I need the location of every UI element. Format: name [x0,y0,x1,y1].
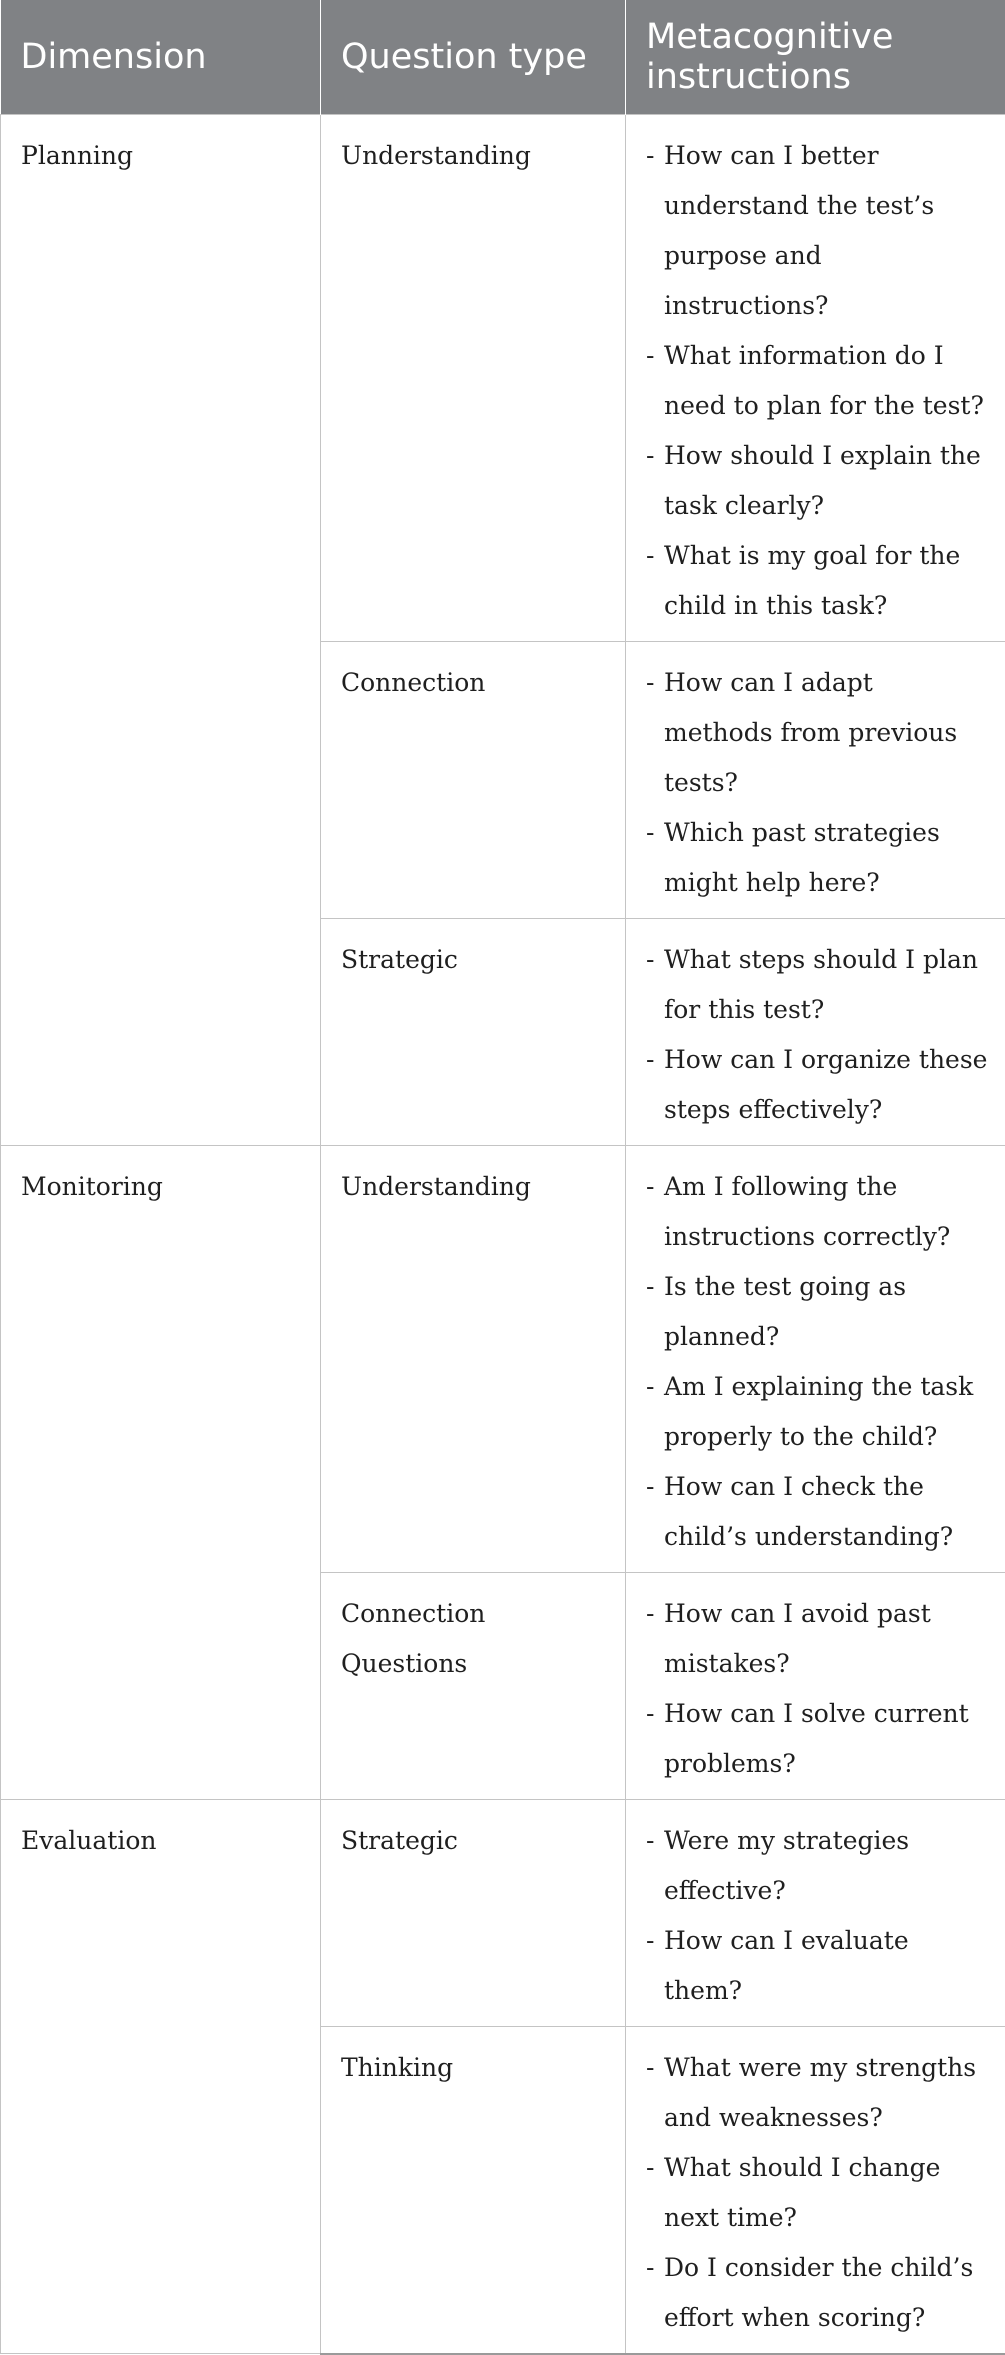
question-type-cell: Understanding [321,1145,626,1572]
header-instructions [626,0,1005,114]
instructions-cell [626,2026,1005,2354]
instruction-item: - How can I solve current problems? [646,1689,989,1789]
instruction-item: - What should I change next time? [646,2143,989,2243]
instructions-cell [626,918,1005,1145]
question-type-cell: Connection [321,641,626,918]
header-question-type: Question type [321,0,626,114]
table-row [1,1145,1005,1572]
instruction-item: - How should I explain the task clearly? [646,431,989,531]
instruction-item: - Do I consider the child’s effort when scoring? [646,2243,989,2343]
instruction-item: - How can I adapt methods from previous tests? [646,658,989,808]
instructions-cell [626,641,1005,918]
dimension-cell-planning: Planning [1,114,321,1145]
question-type-cell: Thinking [321,2026,626,2354]
instruction-item: - What were my strengths and weaknesses? [646,2043,989,2143]
instruction-item: - How can I check the child’s understanding? [646,1462,989,1562]
dimension-cell-evaluation: Evaluation [1,1799,321,2354]
instruction-item: - Is the test going as planned? [646,1262,989,1362]
header-row [1,0,1005,114]
table-row [1,114,1005,641]
question-type-cell: Understanding [321,114,626,641]
header-instructions-line2: instructions [646,57,851,97]
instruction-item: - How can I better understand the test’s purpose and instructions? [646,131,989,331]
instruction-item: - Am I following the instructions correctly? [646,1162,989,1262]
instruction-item: - How can I organize these steps effectively? [646,1035,989,1135]
table-row [1,1799,1005,2026]
instruction-item: - What information do I need to plan for the test? [646,331,989,431]
instruction-item: - What steps should I plan for this test? [646,935,989,1035]
instruction-item: - Am I explaining the task properly to the child? [646,1362,989,1462]
question-type-cell: Strategic [321,918,626,1145]
instruction-item: - Which past strategies might help here? [646,808,989,908]
instructions-cell [626,1572,1005,1799]
dimension-cell-monitoring: Monitoring [1,1145,321,1799]
instructions-cell [626,114,1005,641]
instruction-item: - Were my strategies effective? [646,1816,989,1916]
instruction-item: - How can I avoid past mistakes? [646,1589,989,1689]
question-type-cell: Connection Questions [321,1572,626,1799]
question-type-cell: Strategic [321,1799,626,2026]
instruction-item: - How can I evaluate them? [646,1916,989,2016]
header-instructions-line1: Metacognitive [646,17,893,57]
instruction-item: - What is my goal for the child in this task? [646,531,989,631]
instructions-cell [626,1145,1005,1572]
instructions-cell [626,1799,1005,2026]
header-dimension: Dimension [1,0,321,114]
